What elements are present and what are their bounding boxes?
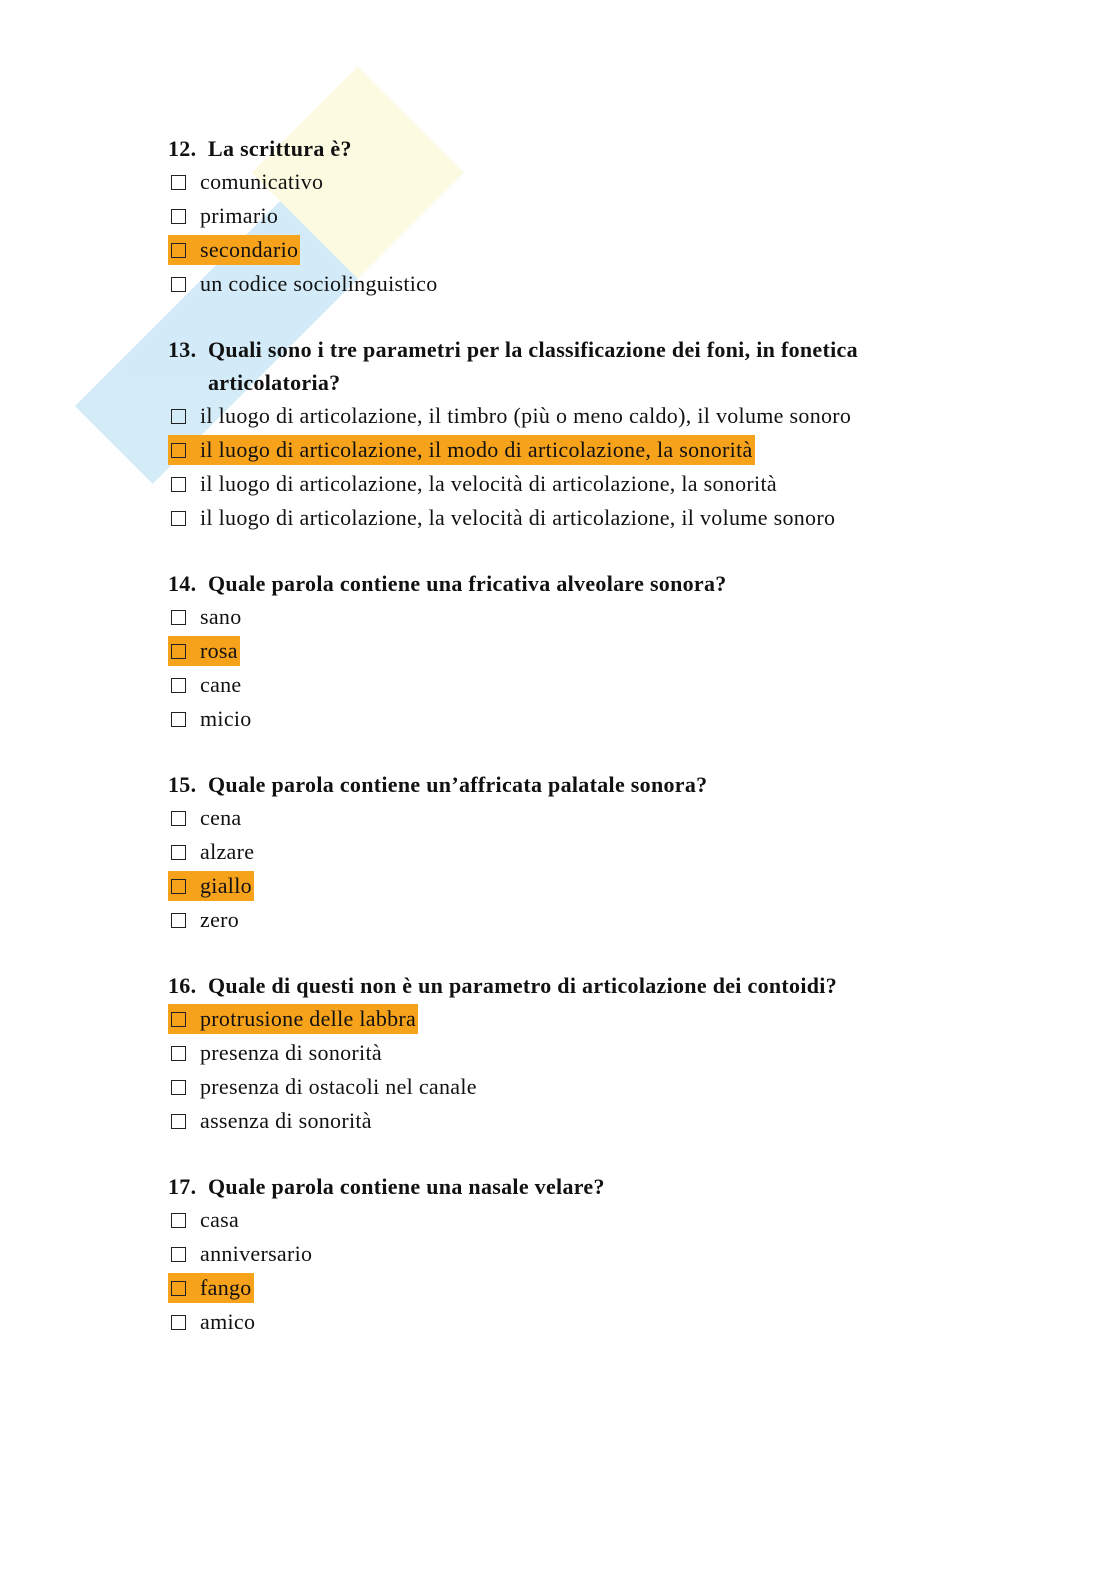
question-text: Quale di questi non è un parametro di articolazione dei contoidi? [208,973,838,998]
checkbox-icon[interactable] [171,175,186,190]
answer-option[interactable] [168,1271,968,1305]
checkbox-icon[interactable] [171,644,186,659]
checkbox-icon[interactable] [171,209,186,224]
question-title [168,132,968,165]
checkbox-icon[interactable] [171,1315,186,1330]
answer-option[interactable] [168,702,968,736]
answer-content [168,201,280,231]
question-number: 15. [168,772,197,797]
question-13 [168,333,968,535]
checkbox-icon[interactable] [171,511,186,526]
question-title [168,333,968,399]
answer-option[interactable] [168,869,968,903]
answer-label: zero [200,907,240,932]
answer-content [168,269,440,299]
checkbox-icon[interactable] [171,811,186,826]
answer-option[interactable] [168,1203,968,1237]
answer-content [168,469,779,499]
question-number: 12. [168,136,197,161]
answer-label: un codice sociolinguistico [200,271,438,296]
answer-label: presenza di ostacoli nel canale [200,1074,477,1099]
answer-content [168,1205,241,1235]
checkbox-icon[interactable] [171,1281,186,1296]
answer-option[interactable] [168,399,968,433]
answer-option[interactable] [168,233,968,267]
answer-content [168,167,325,197]
question-number: 14. [168,571,197,596]
answer-label: casa [200,1207,240,1232]
answer-label: amico [200,1309,256,1334]
checkbox-icon[interactable] [171,1213,186,1228]
question-text: Quale parola contiene una nasale velare? [208,1174,605,1199]
answer-content [168,1072,479,1102]
answer-label: fango [200,1275,252,1300]
answer-option[interactable] [168,600,968,634]
answer-content [168,704,254,734]
checkbox-icon[interactable] [171,913,186,928]
question-text: Quali sono i tre parametri per la classificazione dei foni, in fonetica articolatoria? [208,337,858,395]
question-17 [168,1170,968,1339]
question-12 [168,132,968,301]
question-title [168,567,968,600]
answer-option[interactable] [168,1036,968,1070]
answer-label: assenza di sonorità [200,1108,372,1133]
answer-content [168,503,837,533]
answer-content [168,1106,374,1136]
checkbox-icon[interactable] [171,1012,186,1027]
checkbox-icon[interactable] [171,845,186,860]
answer-option[interactable] [168,903,968,937]
answer-option[interactable] [168,267,968,301]
checkbox-icon[interactable] [171,1080,186,1095]
answer-label: sano [200,604,242,629]
answer-option[interactable] [168,165,968,199]
question-number: 17. [168,1174,197,1199]
checkbox-icon[interactable] [171,1046,186,1061]
answer-label: il luogo di articolazione, la velocità di articolazione, la sonorità [200,471,777,496]
highlighted-answer [168,1273,254,1303]
highlighted-answer [168,235,300,265]
quiz-document [168,132,968,1371]
answer-label: il luogo di articolazione, il modo di articolazione, la sonorità [200,437,753,462]
question-title [168,1170,968,1203]
answer-label: il luogo di articolazione, il timbro (più o meno caldo), il volume sonoro [200,403,852,428]
question-text: Quale parola contiene una fricativa alveolare sonora? [208,571,727,596]
answer-label: anniversario [200,1241,313,1266]
answer-label: rosa [200,638,238,663]
answer-content [168,1239,314,1269]
checkbox-icon[interactable] [171,678,186,693]
answer-label: giallo [200,873,252,898]
checkbox-icon[interactable] [171,879,186,894]
answer-label: presenza di sonorità [200,1040,382,1065]
question-number: 16. [168,973,197,998]
question-number: 13. [168,337,197,362]
answer-option[interactable] [168,1237,968,1271]
question-title [168,768,968,801]
answer-label: primario [200,203,279,228]
question-text: Quale parola contiene un’affricata palatale sonora? [208,772,708,797]
answer-label: cane [200,672,242,697]
highlighted-answer [168,435,755,465]
checkbox-icon[interactable] [171,712,186,727]
answer-option[interactable] [168,1002,968,1036]
answer-option[interactable] [168,668,968,702]
answer-option[interactable] [168,467,968,501]
answer-option[interactable] [168,1104,968,1138]
checkbox-icon[interactable] [171,243,186,258]
answer-option[interactable] [168,835,968,869]
checkbox-icon[interactable] [171,1247,186,1262]
answer-label: cena [200,805,242,830]
checkbox-icon[interactable] [171,277,186,292]
question-15 [168,768,968,937]
answer-label: il luogo di articolazione, la velocità di articolazione, il volume sonoro [200,505,836,530]
answer-option[interactable] [168,501,968,535]
highlighted-answer [168,636,240,666]
answer-content [168,803,244,833]
highlighted-answer [168,1004,418,1034]
answer-label: comunicativo [200,169,324,194]
answer-content [168,905,241,935]
answer-option[interactable] [168,1070,968,1104]
question-14 [168,567,968,736]
checkbox-icon[interactable] [171,477,186,492]
checkbox-icon[interactable] [171,409,186,424]
answer-content [168,1307,257,1337]
answer-option[interactable] [168,801,968,835]
answer-label: micio [200,706,252,731]
answer-label: protrusione delle labbra [200,1006,417,1031]
answer-option[interactable] [168,199,968,233]
checkbox-icon[interactable] [171,443,186,458]
answer-label: alzare [200,839,255,864]
answer-content [168,401,853,431]
highlighted-answer [168,871,254,901]
question-16 [168,969,968,1138]
answer-option[interactable] [168,1305,968,1339]
question-text: La scrittura è? [208,136,352,161]
checkbox-icon[interactable] [171,610,186,625]
answer-content [168,1038,384,1068]
answer-content [168,837,256,867]
answer-option[interactable] [168,433,968,467]
question-title [168,969,968,1002]
answer-content [168,670,244,700]
checkbox-icon[interactable] [171,1114,186,1129]
answer-option[interactable] [168,634,968,668]
answer-content [168,602,244,632]
answer-label: secondario [200,237,299,262]
